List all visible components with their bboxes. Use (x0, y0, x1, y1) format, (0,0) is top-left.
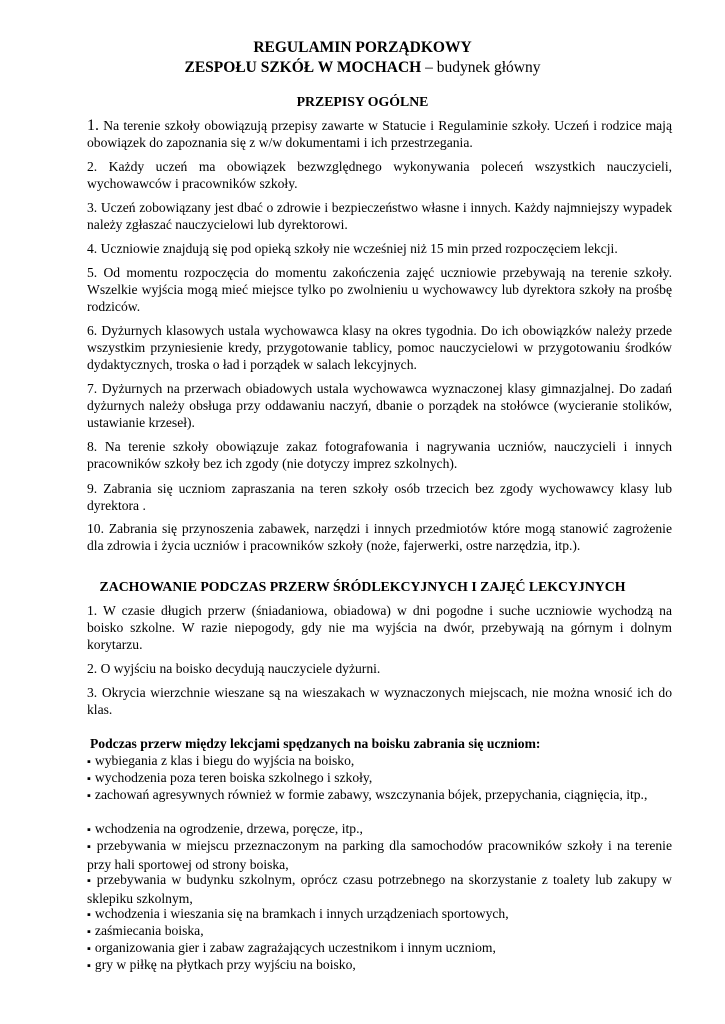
rule-paragraph-6: 6. Dyżurnych klasowych ustala wychowawca klasy na okres tygodnia. Do ich obowiązków należy przede wszystkim przyniesienie kredy, przygotowanie tablicy, pomoc nauczycielowi w przygotowaniu środków dydaktycznych, troska o ład i porządek w salach lekcyjnych. (87, 323, 672, 372)
prohibition-text: wychodzenia poza teren boiska szkolnego i szkoły, (94, 770, 373, 785)
document-title-line2 (0, 58, 725, 78)
section-heading-breaks-behavior: ZACHOWANIE PODCZAS PRZERW ŚRÓDLEKCYJNYCH I ZAJĘĆ LEKCYJNYCH (99, 579, 626, 594)
bullet-square-icon: ▪ (87, 790, 91, 802)
prohibition-item (87, 786, 672, 805)
rule-text: Na terenie szkoły obowiązują przepisy zawarte w Statucie i Regulaminie szkoły. Uczeń i rodzice mają obowiązek do zapoznania się z w/w dokumentami i ich przestrzegania. (87, 118, 672, 150)
bullet-square-icon: ▪ (87, 926, 91, 938)
rule-paragraph-9: 9. Zabrania się uczniom zapraszania na teren szkoły osób trzecich bez zgody wychowawcy klasy lub dyrektora . (87, 481, 672, 513)
rule-paragraph-2: 2. Każdy uczeń ma obowiązek bezwzględnego wykonywania poleceń wszystkich nauczycieli, wychowawców i pracowników szkoły. (87, 159, 672, 191)
break-rule-paragraph-1: 1. W czasie długich przerw (śniadaniowa, obiadowa) w dni pogodne i suche uczniowie wychodzą na boisko szkolne. W razie niepogody, gdy nie ma wyjścia na dwór, przebywają na górnym i dolnym korytarzu. (87, 603, 672, 652)
school-name: ZESPOŁU SZKÓŁ W MOCHACH (184, 59, 422, 76)
prohibition-text: zachowań agresywnych również w formie zabawy, wszczynania bójek, przepychania, ciągnięcia, itp., (94, 787, 648, 802)
rule-number: 1. (87, 117, 99, 134)
prohibition-item (87, 837, 672, 873)
bullet-square-icon: ▪ (87, 824, 91, 836)
prohibition-text: przebywania w budynku szkolnym, oprócz czasu potrzebnego na skorzystanie z toalety lub zakupy w sklepiku szkolnym, (87, 872, 672, 906)
prohibition-item (87, 871, 672, 907)
building-label: – budynek główny (421, 59, 541, 76)
bullet-square-icon: ▪ (87, 943, 91, 955)
break-rule-paragraph-2: 2. O wyjściu na boisko decydują nauczyciele dyżurni. (87, 661, 381, 676)
section-heading-general-rules: PRZEPISY OGÓLNE (296, 94, 429, 109)
rule-paragraph-5: 5. Od momentu rozpoczęcia do momentu zakończenia zajęć uczniowie przebywają na terenie szkoły. Wszelkie wyjścia mogą mieć miejsce tylko po zwolnieniu u wychowawcy lub dyrektora szkoły na prośbę rodziców. (87, 265, 672, 314)
prohibition-text: wchodzenia i wieszania się na bramkach i innych urządzeniach sportowych, (94, 906, 509, 921)
bullet-square-icon: ▪ (87, 909, 91, 921)
break-rule-paragraph-3: 3. Okrycia wierzchnie wieszane są na wieszakach w wyznaczonych miejscach, nie można wnosić ich do klas. (87, 685, 672, 717)
prohibition-text: wchodzenia na ogrodzenie, drzewa, poręcze, itp., (94, 821, 363, 836)
bullet-square-icon: ▪ (87, 756, 91, 768)
bullet-square-icon: ▪ (87, 960, 91, 972)
bullet-square-icon: ▪ (87, 841, 93, 853)
prohibition-text: zaśmiecania boiska, (94, 923, 204, 938)
bullet-square-icon: ▪ (87, 773, 91, 785)
rule-paragraph-1 (87, 117, 672, 151)
prohibition-text: organizowania gier i zabaw zagrażających uczestnikom i innym uczniom, (94, 940, 496, 955)
rule-paragraph-8: 8. Na terenie szkoły obowiązuje zakaz fotografowania i nagrywania uczniów, nauczycieli i innych pracowników szkoły bez ich zgody (nie dotyczy imprez szkolnych). (87, 439, 672, 471)
rule-paragraph-3: 3. Uczeń zobowiązany jest dbać o zdrowie i bezpieczeństwo własne i innych. Każdy najmniejszy wypadek należy zgłaszać nauczycielowi lub dyrektorowi. (87, 200, 672, 232)
rule-paragraph-4: 4. Uczniowie znajdują się pod opieką szkoły nie wcześniej niż 15 min przed rozpoczęciem lekcji. (87, 241, 618, 256)
prohibition-text: przebywania w miejscu przeznaczonym na parking dla samochodów pracowników szkoły i na terenie przy hali sportowej od strony boiska, (87, 838, 672, 872)
prohibition-text: gry w piłkę na płytkach przy wyjściu na boisko, (94, 957, 356, 972)
rule-paragraph-10: 10. Zabrania się przynoszenia zabawek, narzędzi i innych przedmiotów które mogą stanowić zagrożenie dla zdrowia i życia uczniów i pracowników szkoły (noże, fajerwerki, ostre narzędzia, itp.). (87, 521, 672, 553)
prohibition-text: wybiegania z klas i biegu do wyjścia na boisko, (94, 753, 355, 768)
rule-paragraph-7: 7. Dyżurnych na przerwach obiadowych ustala wychowawca wyznaczonej klasy gimnazjalnej. Do zadań dyżurnych należy obsługa przy oddawaniu naczyń, dbanie o porządek na stołówce (wycieranie stolików, ustawianie krzeseł). (87, 381, 672, 430)
document-title-line1: REGULAMIN PORZĄDKOWY (253, 39, 472, 56)
prohibition-item (87, 956, 672, 975)
bullet-square-icon: ▪ (87, 875, 93, 887)
prohibitions-heading: Podczas przerw między lekcjami spędzanych na boisku zabrania się uczniom: (90, 736, 541, 751)
